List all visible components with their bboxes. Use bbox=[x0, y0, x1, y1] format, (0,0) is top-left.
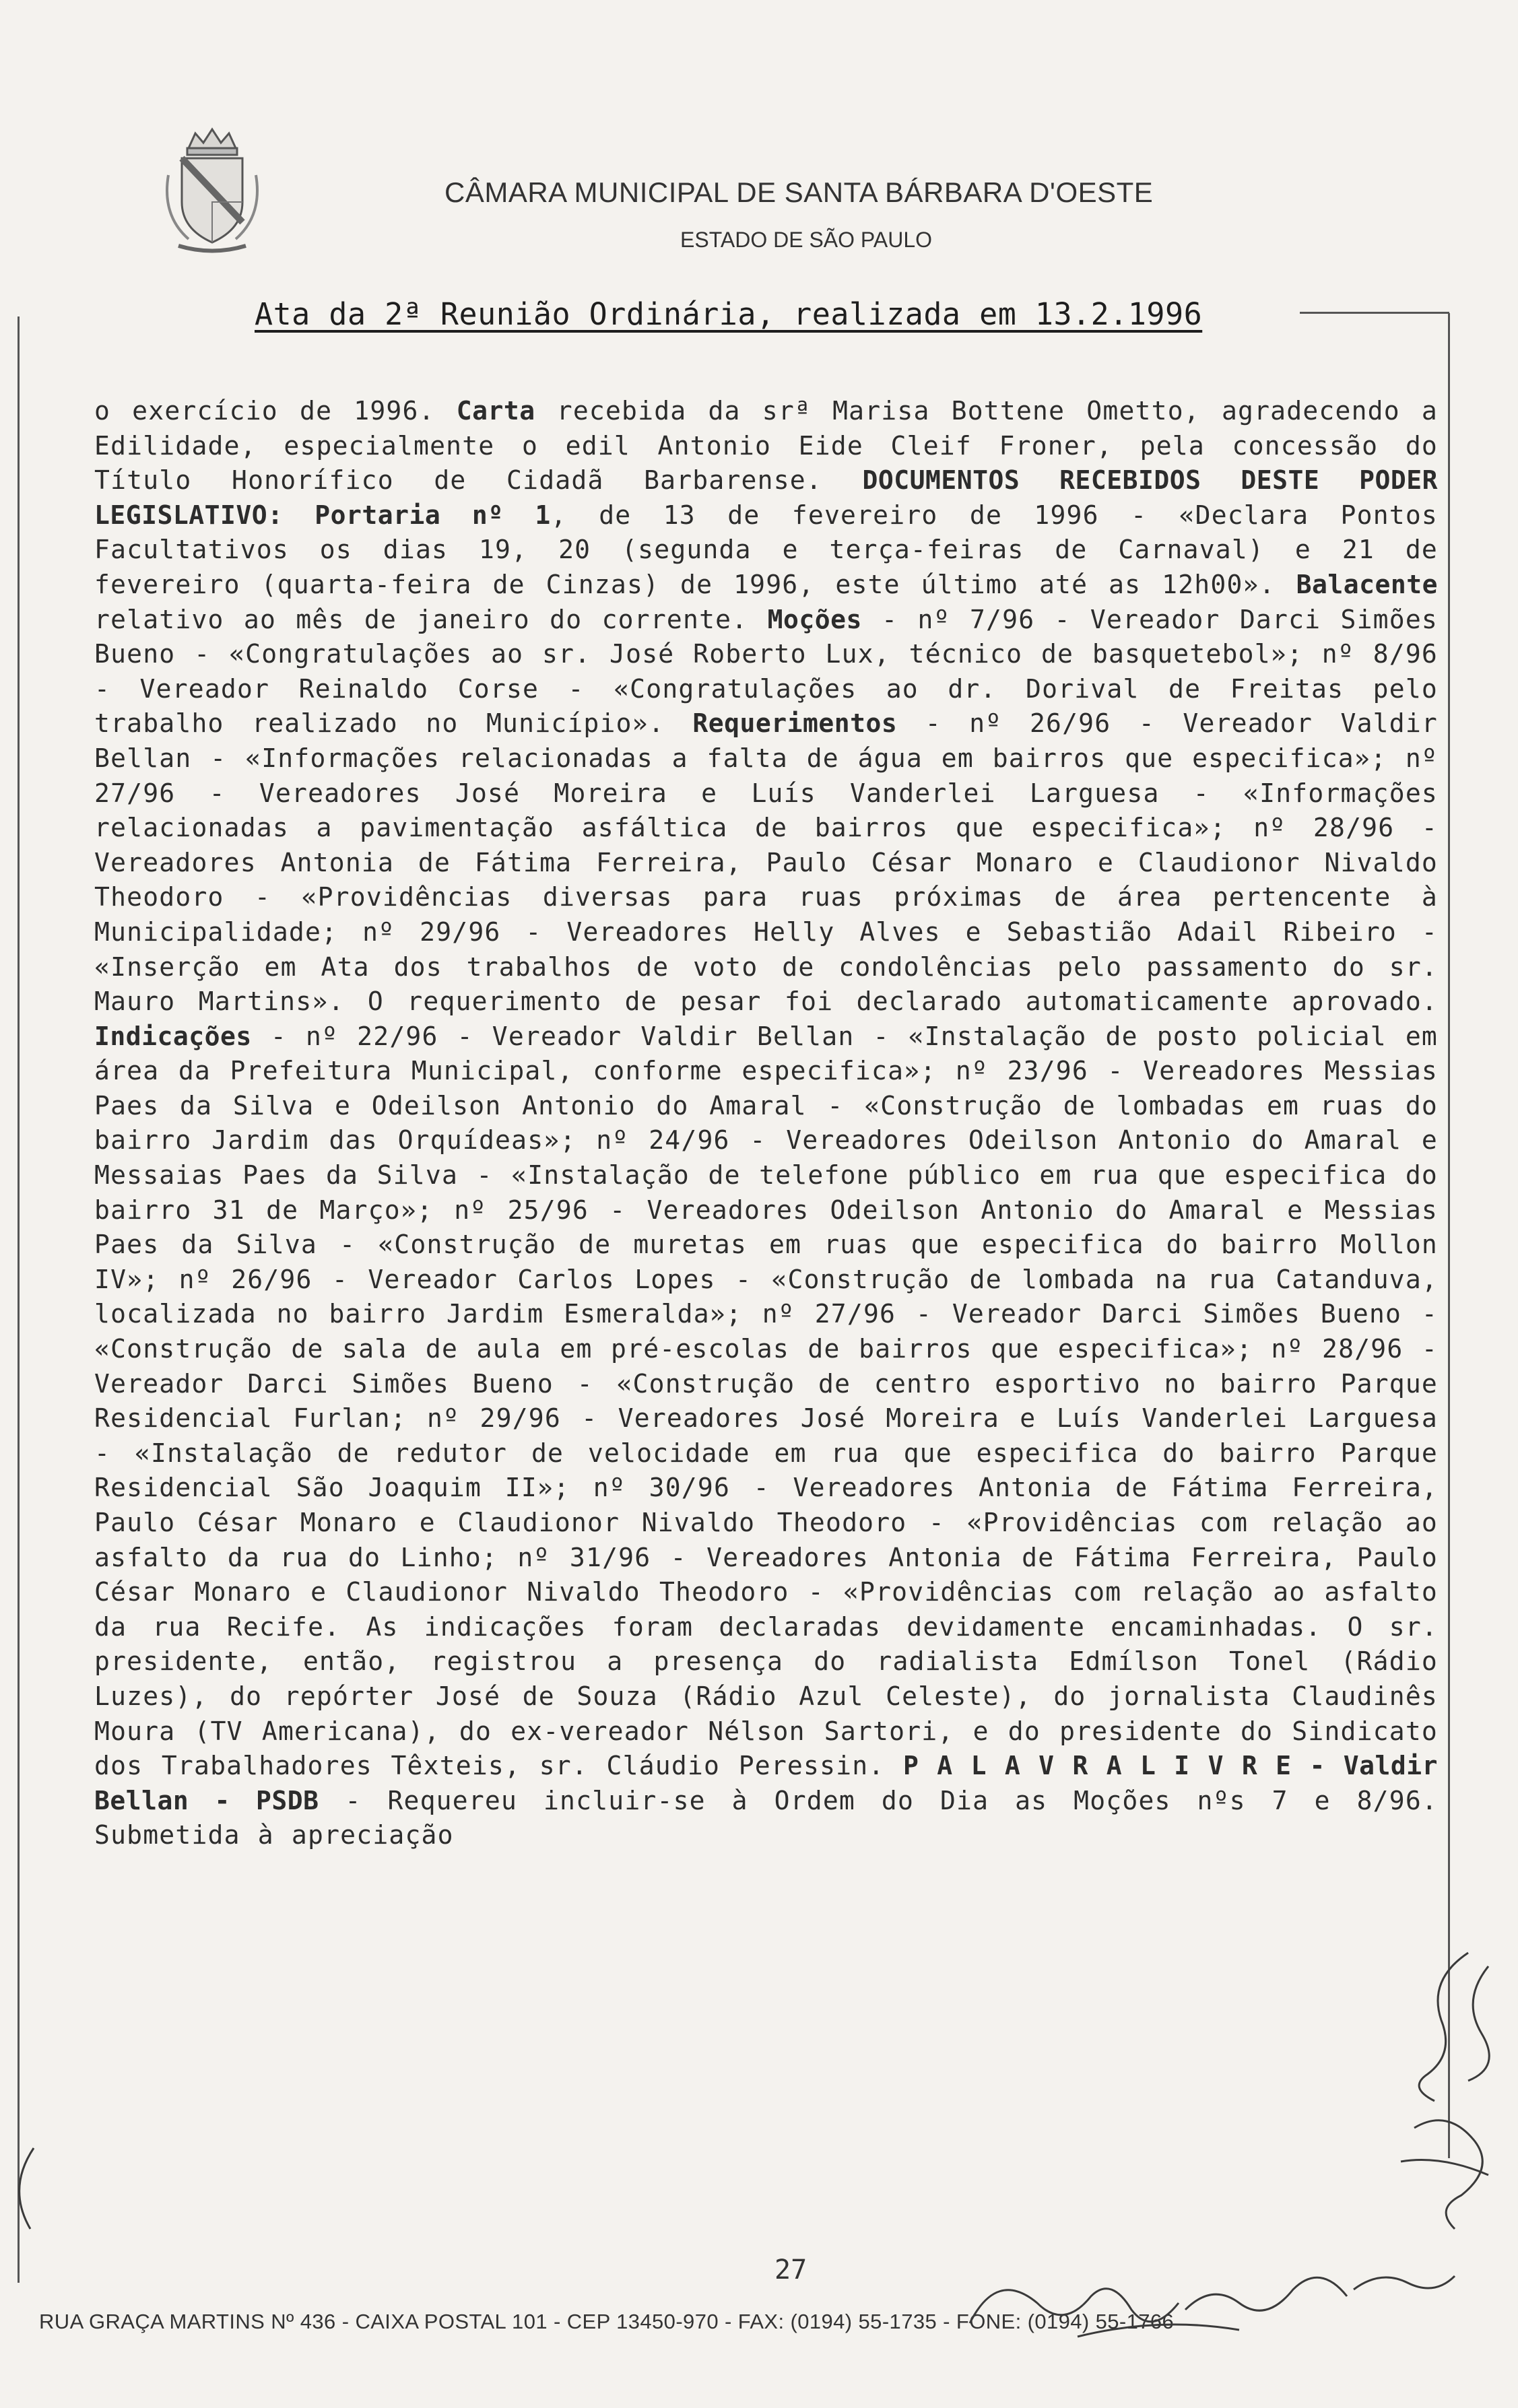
title-rule bbox=[1300, 312, 1449, 314]
keyword-indicacoes: Indicações bbox=[94, 1021, 252, 1051]
keyword-requerimentos: Requerimentos bbox=[692, 708, 898, 739]
keyword-palavra-livre: P A L A V R A L I V R E - Valdir Bellan - PSDB bbox=[94, 1751, 1439, 1815]
coat-of-arms-icon bbox=[162, 121, 263, 256]
minutes-body: o exercício de 1996. Carta recebida da srª Marisa Bottene Ometto, agradecendo a Edilidade, especialmente o edil Antonio Eide Cleif Froner, pela concessão do Título Honorífico de Cidadã Barbarense. DOCUMENTOS RECEBIDOS DESTE PODER LEGISLATIVO: Portaria nº 1, de 13 de fevereiro de 1996 - «Declara Pontos Facultativos os dias 19, 20 (segunda e terça-feiras de Carnaval) e 21 de fevereiro (quarta-feira de Cinzas) de 1996, este último até as 12h00». Balacente relativo ao mês de janeiro do corrente. Moções - nº 7/96 - Vereador Darci Simões Bueno - «Congratulações ao sr. José Roberto Lux, técnico de basquetebol»; nº 8/96 - Vereador Reinaldo Corse - «Congratulações ao dr. Dorival de Freitas pelo trabalho realizado no Município». Requerimentos - nº 26/96 - Vereador Valdir Bellan - «Informações relacionadas a falta de água em bairros que especifica»; nº 27/96 - Vereadores José Moreira e Luís Vanderlei Larguesa - «Informações relacionadas a pavimentação asfáltica de bairros que especifica»; nº 28/96 - Vereadores Antonia de Fátima Ferreira, Paulo César Monaro e Claudionor Nivaldo Theodoro - «Providências diversas para ruas próximas de área pertencente à Municipalidade; nº 29/96 - Vereadores Helly Alves e Sebastião Adail Ribeiro - «Inserção em Ata dos trabalhos de voto de condolências pelo passamento do sr. Mauro Martins». O requerimento de pesar foi declarado automaticamente aprovado. Indicações - nº 22/96 - Vereador Valdir Bellan - «Instalação de posto policial em área da Prefeitura Municipal, conforme especifica»; nº 23/96 - Vereadores Messias Paes da Silva e Odeilson Antonio do Amaral - «Construção de lombadas em ruas do bairro Jardim das Orquídeas»; nº 24/96 - Vereadores Odeilson Antonio do Amaral e Messaias Paes da Silva - «Instalação de telefone público em rua que especifica do bairro 31 de Março»; nº 25/96 - Vereadores Odeilson Antonio do Amaral e Messias Paes da Silva - «Construção de muretas em ruas que especifica do bairro Mollon IV»; nº 26/96 - Vereador Carlos Lopes - «Construção de lombada na rua Catanduva, localizada no bairro Jardim Esmeralda»; nº 27/96 - Vereador Darci Simões Bueno - «Construção de sala de aula em pré-escolas de bairros que especifica»; nº 28/96 - Vereador Darci Simões Bueno - «Construção de centro esportivo no bairro Parque Residencial Furlan; nº 29/96 - Vereadores José Moreira e Luís Vanderlei Larguesa - «Instalação de redutor de velocidade em rua que especifica do bairro Parque Residencial São Joaquim II»; nº 30/96 - Vereadores Antonia de Fátima Ferreira, Paulo César Monaro e Claudionor Nivaldo Theodoro - «Providências com relação ao asfalto da rua do Linho; nº 31/96 - Vereadores Antonia de Fátima Ferreira, Paulo César Monaro e Claudionor Nivaldo Theodoro - «Providências com relação ao asfalto da rua Recife. As indicações foram declaradas devidamente encaminhadas. O sr. presidente, então, registrou a presença do radialista Edmílson Tonel (Rádio Luzes), do repórter José de Souza (Rádio Azul Celeste), do jornalista Claudinês Moura (TV Americana), do ex-vereador Nélson Sartori, e do presidente do Sindicato dos Trabalhadores Têxteis, sr. Cláudio Peressin. P A L A V R A L I V R E - Valdir Bellan - PSDB - Requereu incluir-se à Ordem do Dia as Moções nºs 7 e 8/96. Submetida à apreciação bbox=[94, 396, 1439, 1850]
signature-right-margin bbox=[1387, 1939, 1515, 2249]
signature-bottom bbox=[956, 2242, 1482, 2350]
signature-left-edge bbox=[0, 2141, 40, 2236]
page-number: 27 bbox=[774, 2254, 807, 2285]
state-name: ESTADO DE SÃO PAULO bbox=[680, 228, 933, 252]
right-margin-line bbox=[1448, 313, 1450, 2158]
footer-address: RUA GRAÇA MARTINS Nº 436 - CAIXA POSTAL 101 - CEP 13450-970 - FAX: (0194) 55-1735 - FONE: (0194) 55-1766 bbox=[39, 2310, 1175, 2333]
keyword-mocoes: Moções bbox=[767, 604, 862, 634]
keyword-documentos: DOCUMENTOS RECEBIDOS DESTE PODER LEGISLATIVO: Portaria nº 1 bbox=[94, 465, 1438, 530]
keyword-carta: Carta bbox=[456, 396, 535, 426]
left-margin-line bbox=[18, 316, 20, 2283]
organization-name: CÂMARA MUNICIPAL DE SANTA BÁRBARA D'OESTE bbox=[444, 176, 1154, 208]
document-title: Ata da 2ª Reunião Ordinária, realizada em 13.2.1996 bbox=[255, 296, 1203, 332]
keyword-balacente: Balacente bbox=[1296, 569, 1438, 599]
